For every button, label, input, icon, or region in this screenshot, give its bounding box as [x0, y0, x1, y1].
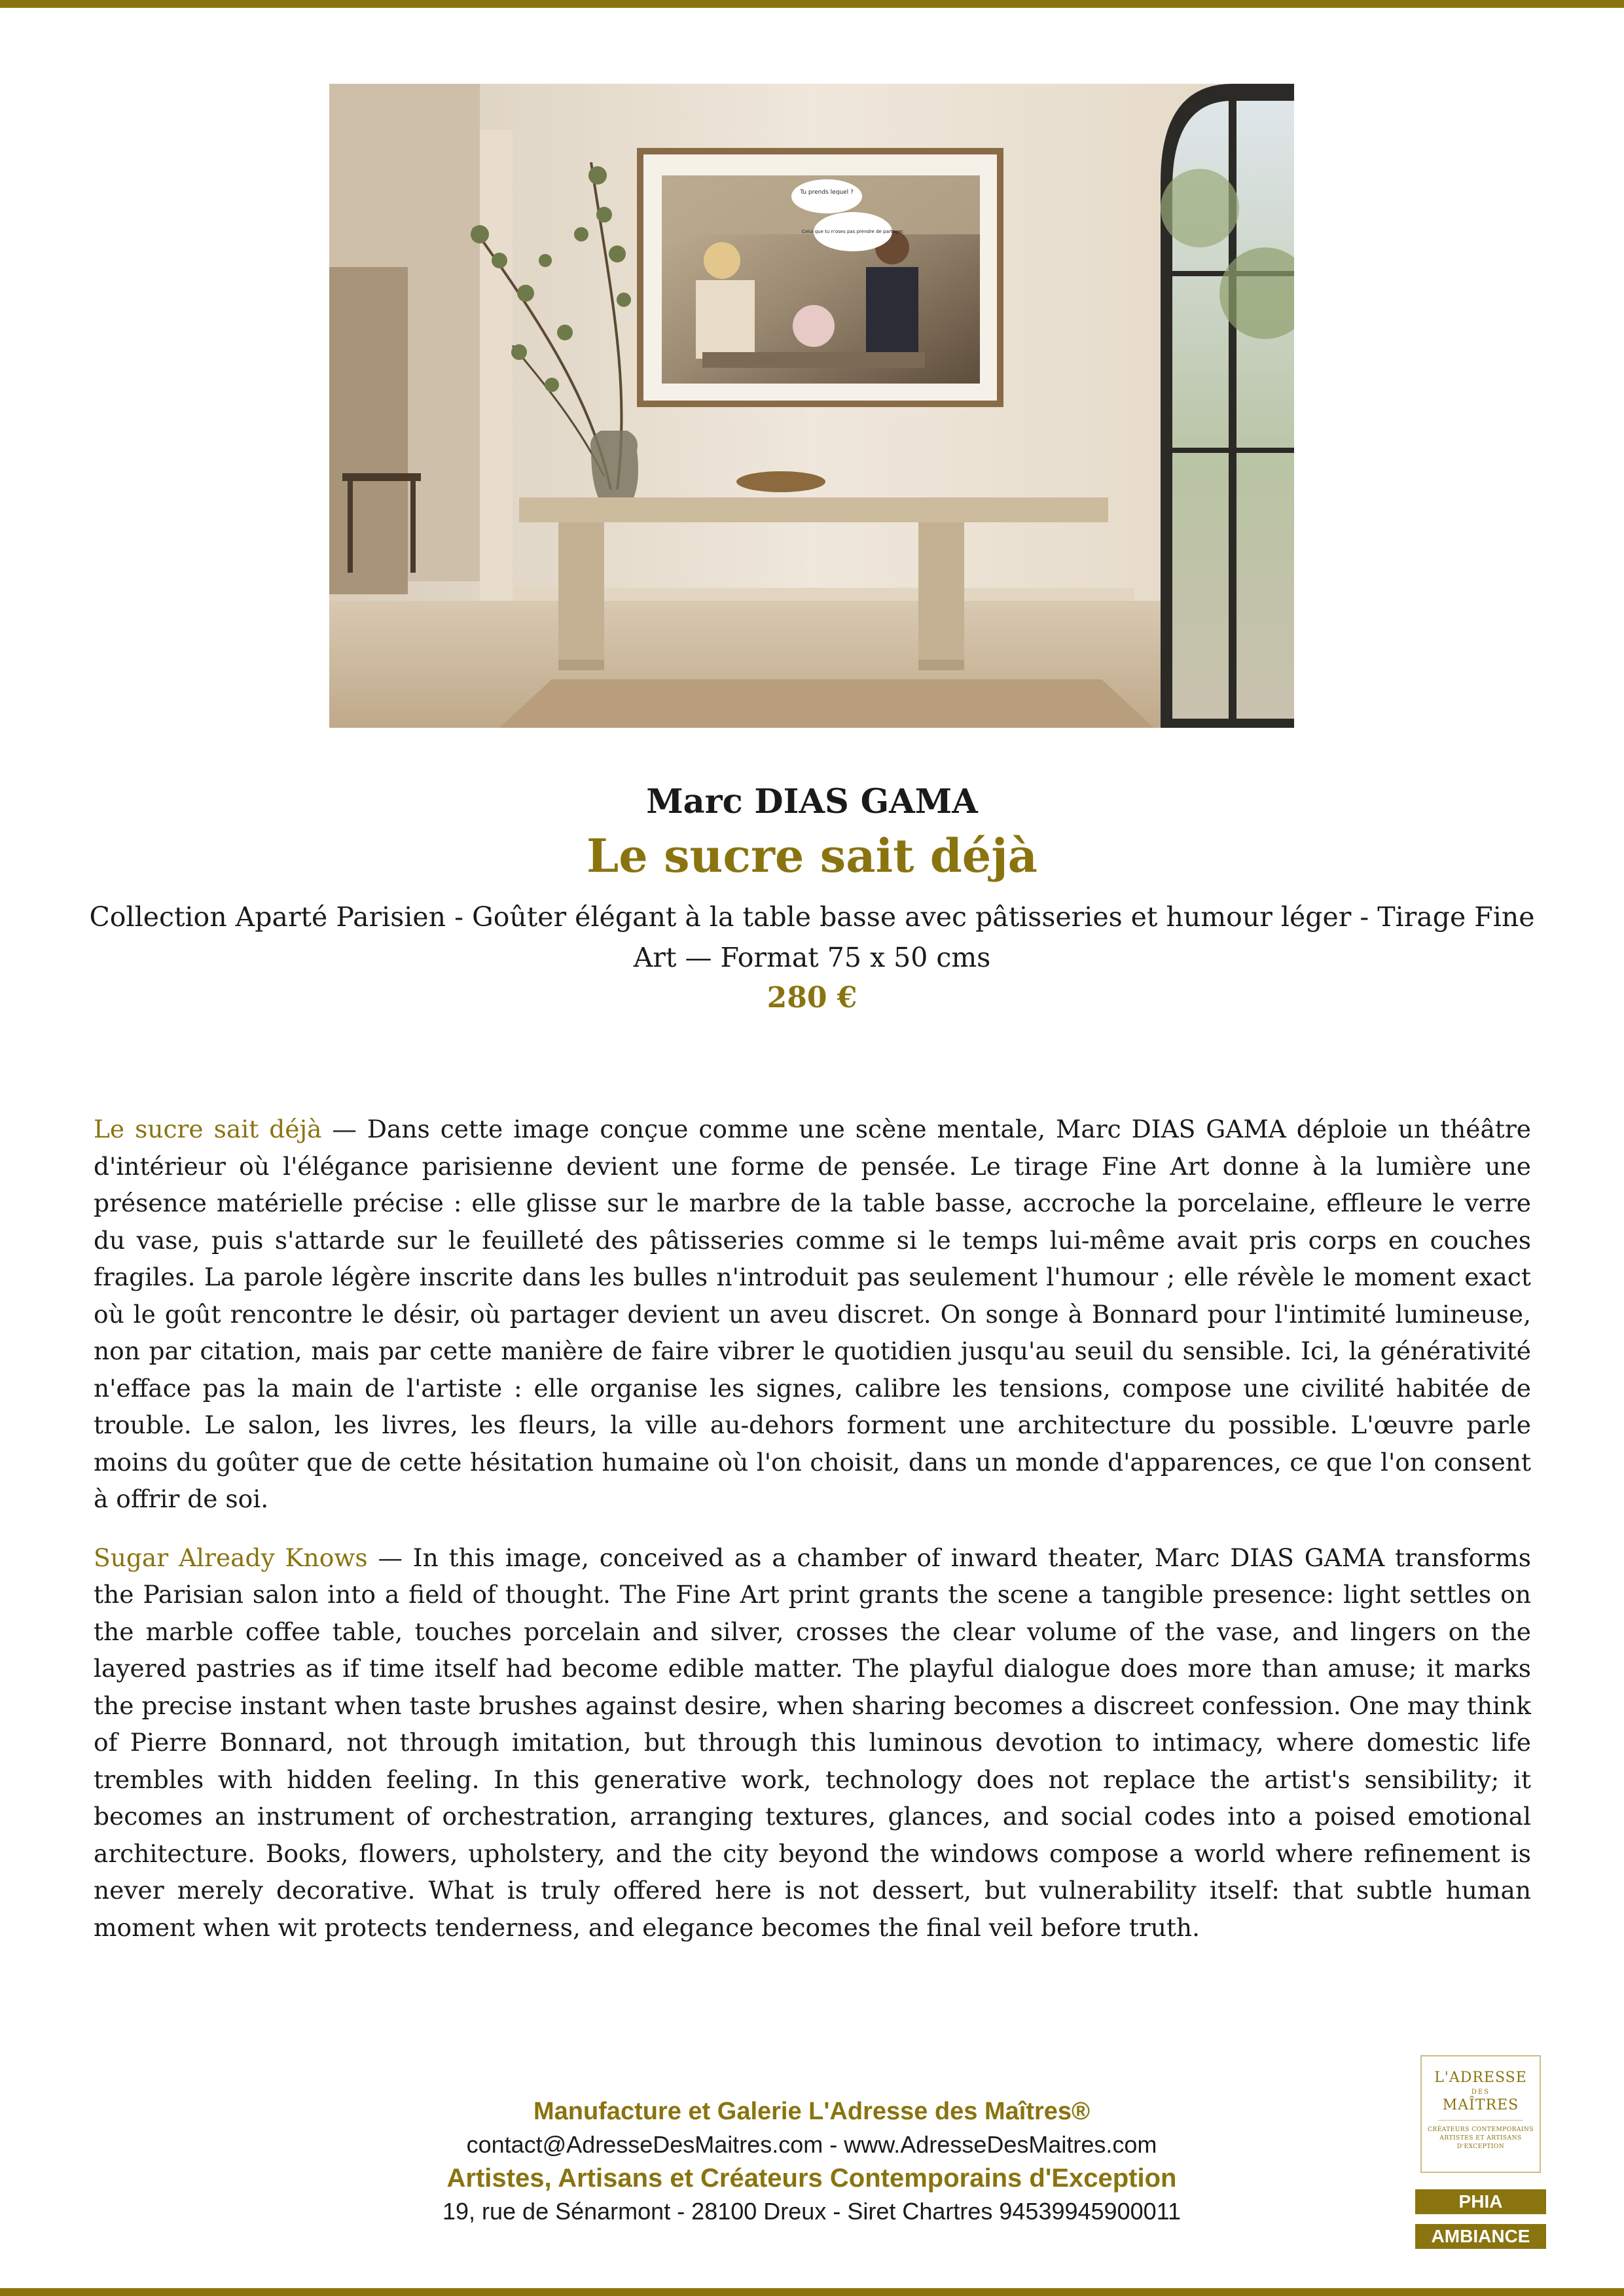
- logo-divider: [1438, 2120, 1523, 2121]
- speech-bubble-2: Celui que tu n'oses pas prendre de partager.: [801, 229, 905, 234]
- logo-line-6: D'EXCEPTION: [1456, 2144, 1505, 2150]
- gallery-logo: [1420, 2055, 1541, 2173]
- logo-line-1: L'ADRESSE: [1434, 2070, 1527, 2086]
- address-line: 19, rue de Sénarmont - 28100 Dreux - Siret Chartres 94539945900011: [442, 2198, 1182, 2225]
- artwork-title: Le sucre sait déjà: [586, 829, 1038, 883]
- english-lead: Sugar Already Knows: [94, 1543, 368, 1572]
- english-paragraph: [94, 1539, 1531, 1946]
- artwork-heading: [0, 779, 1624, 1018]
- footer: [288, 2094, 1335, 2228]
- room-scene-illustration: [329, 84, 1294, 728]
- artwork-room-photo: [329, 84, 1294, 728]
- logo-line-4: CRÉATEURS CONTEMPORAINS: [1428, 2126, 1534, 2133]
- top-rule: [0, 0, 1624, 8]
- logo-line-5: ARTISTES ET ARTISANS: [1439, 2135, 1522, 2142]
- french-text: — Dans cette image conçue comme une scène mentale, Marc DIAS GAMA déploie un théâtre d'intérieur où l'élégance parisienne devient une forme de pensée. Le tirage Fine Art donne à la lumière une présence matérielle précise : elle glisse sur le marbre de la table basse, accroche la porcelaine, effleure le verre du vase, puis s'attarde sur le feuilleté des pâtisseries comme si le temps lui-même avait pris corps en couches fragiles. La parole légère inscrite dans les bulles n'introduit pas seulement l'humour ; elle révèle le moment exact où le goût rencontre le désir, où partager devient un aveu discret. On songe à Bonnard pour l'intimité lumineuse, non par citation, mais par cette manière de faire vibrer le quotidien jusqu'au seuil du sensible. Ici, la générativité n'efface pas la main de l'artiste : elle organise les signes, calibre les tensions, compose une civilité habitée de trouble. Le salon, les livres, les fleurs, la ville au-dehors forment une architecture du possible. L'œuvre parle moins du goûter que de cette hésitation humaine où l'on choisit, dans un monde d'apparences, ce que l'on consent à offrir de soi.: [94, 1115, 1531, 1513]
- french-paragraph: [94, 1111, 1531, 1518]
- artwork-description: Collection Aparté Parisien - Goûter élégant à la table basse avec pâtisseries et humour léger - Tirage Fine Art — Format 75 x 50 cms: [89, 901, 1535, 973]
- bottom-rule: [0, 2288, 1624, 2296]
- english-text: — In this image, conceived as a chamber of inward theater, Marc DIAS GAMA transforms the Parisian salon into a field of thought. The Fine Art print grants the scene a tangible presence: light settles on the marble coffee table, touches porcelain and silver, crosses the clear volume of the vase, and lingers on the layered pastries as if time itself had become edible matter. The playful dialogue does more than amuse; it marks the precise instant when taste brushes against desire, when sharing becomes a discreet confession. One may think of Pierre Bonnard, not through imitation, but through this luminous devotion to intimacy, where domestic life trembles with hidden feeling. In this generative work, technology does not replace the artist's sensibility; it becomes an instrument of orchestration, arranging textures, glances, and social codes into a poised emotional architecture. Books, flowers, upholstery, and the city beyond the windows compose a world where refinement is never merely decorative. What is truly offered here is not dessert, but vulnerability itself: that subtle human moment when wit protects tenderness, and elegance becomes the final veil before truth.: [94, 1543, 1531, 1942]
- contact-line[interactable]: contact@AdresseDesMaitres.com - www.AdresseDesMaitres.com: [466, 2131, 1157, 2158]
- speech-bubble-1: Tu prends lequel ?: [800, 189, 854, 196]
- badge-ambiance: AMBIANCE: [1415, 2224, 1546, 2249]
- badge-phia: PHIA: [1415, 2189, 1546, 2214]
- logo-line-3: MAÎTRES: [1442, 2097, 1519, 2113]
- artwork-text-body: [94, 1111, 1531, 1967]
- french-lead: Le sucre sait déjà: [94, 1115, 322, 1143]
- gallery-name: Manufacture et Galerie L'Adresse des Maîtres®: [533, 2098, 1091, 2125]
- gallery-tagline: Artistes, Artisans et Créateurs Contemporains d'Exception: [446, 2164, 1177, 2193]
- artist-name: Marc DIAS GAMA: [646, 782, 978, 821]
- logo-line-2: DES: [1471, 2089, 1490, 2096]
- artwork-price: 280 €: [767, 981, 857, 1014]
